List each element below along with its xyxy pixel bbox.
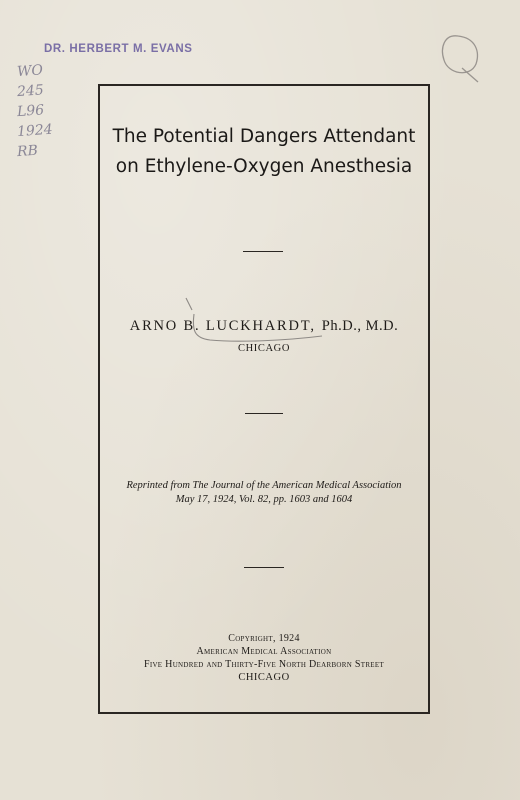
document-title xyxy=(98,122,430,182)
copyright-city: CHICAGO xyxy=(238,672,290,683)
copyright-line: Copyright, 1924 xyxy=(228,633,300,644)
call-number-line: L96 xyxy=(16,102,45,121)
call-number-line: RB xyxy=(16,142,39,161)
divider-rule xyxy=(244,567,284,568)
author-line xyxy=(98,318,430,335)
reprint-note xyxy=(98,479,430,507)
call-number-line: WO xyxy=(16,62,44,81)
reprint-line: May 17, 1924, Vol. 82, pp. 1603 and 1604 xyxy=(175,494,353,505)
call-number-line: 1924 xyxy=(16,121,54,141)
divider-rule xyxy=(245,413,283,414)
author-degrees: Ph.D., M.D. xyxy=(321,318,399,334)
divider-rule xyxy=(243,251,283,252)
call-number-line: 245 xyxy=(16,82,45,101)
title-line: The Potential Dangers Attendant xyxy=(112,126,416,147)
author-name: ARNO B. LUCKHARDT, xyxy=(129,318,316,334)
copyright-address: Five Hundred and Thirty-Five North Dearborn Street xyxy=(143,659,385,670)
copyright-publisher: American Medical Association xyxy=(196,646,332,657)
copyright-block xyxy=(98,632,430,684)
reprint-line: Reprinted from The Journal of the American Medical Association xyxy=(126,480,402,491)
owner-stamp: DR. HERBERT M. EVANS xyxy=(44,43,193,55)
pencil-q-mark xyxy=(436,30,482,86)
handwritten-call-number xyxy=(17,60,77,160)
author-city: CHICAGO xyxy=(237,343,291,354)
title-line: on Ethylene-Oxygen Anesthesia xyxy=(115,156,413,177)
